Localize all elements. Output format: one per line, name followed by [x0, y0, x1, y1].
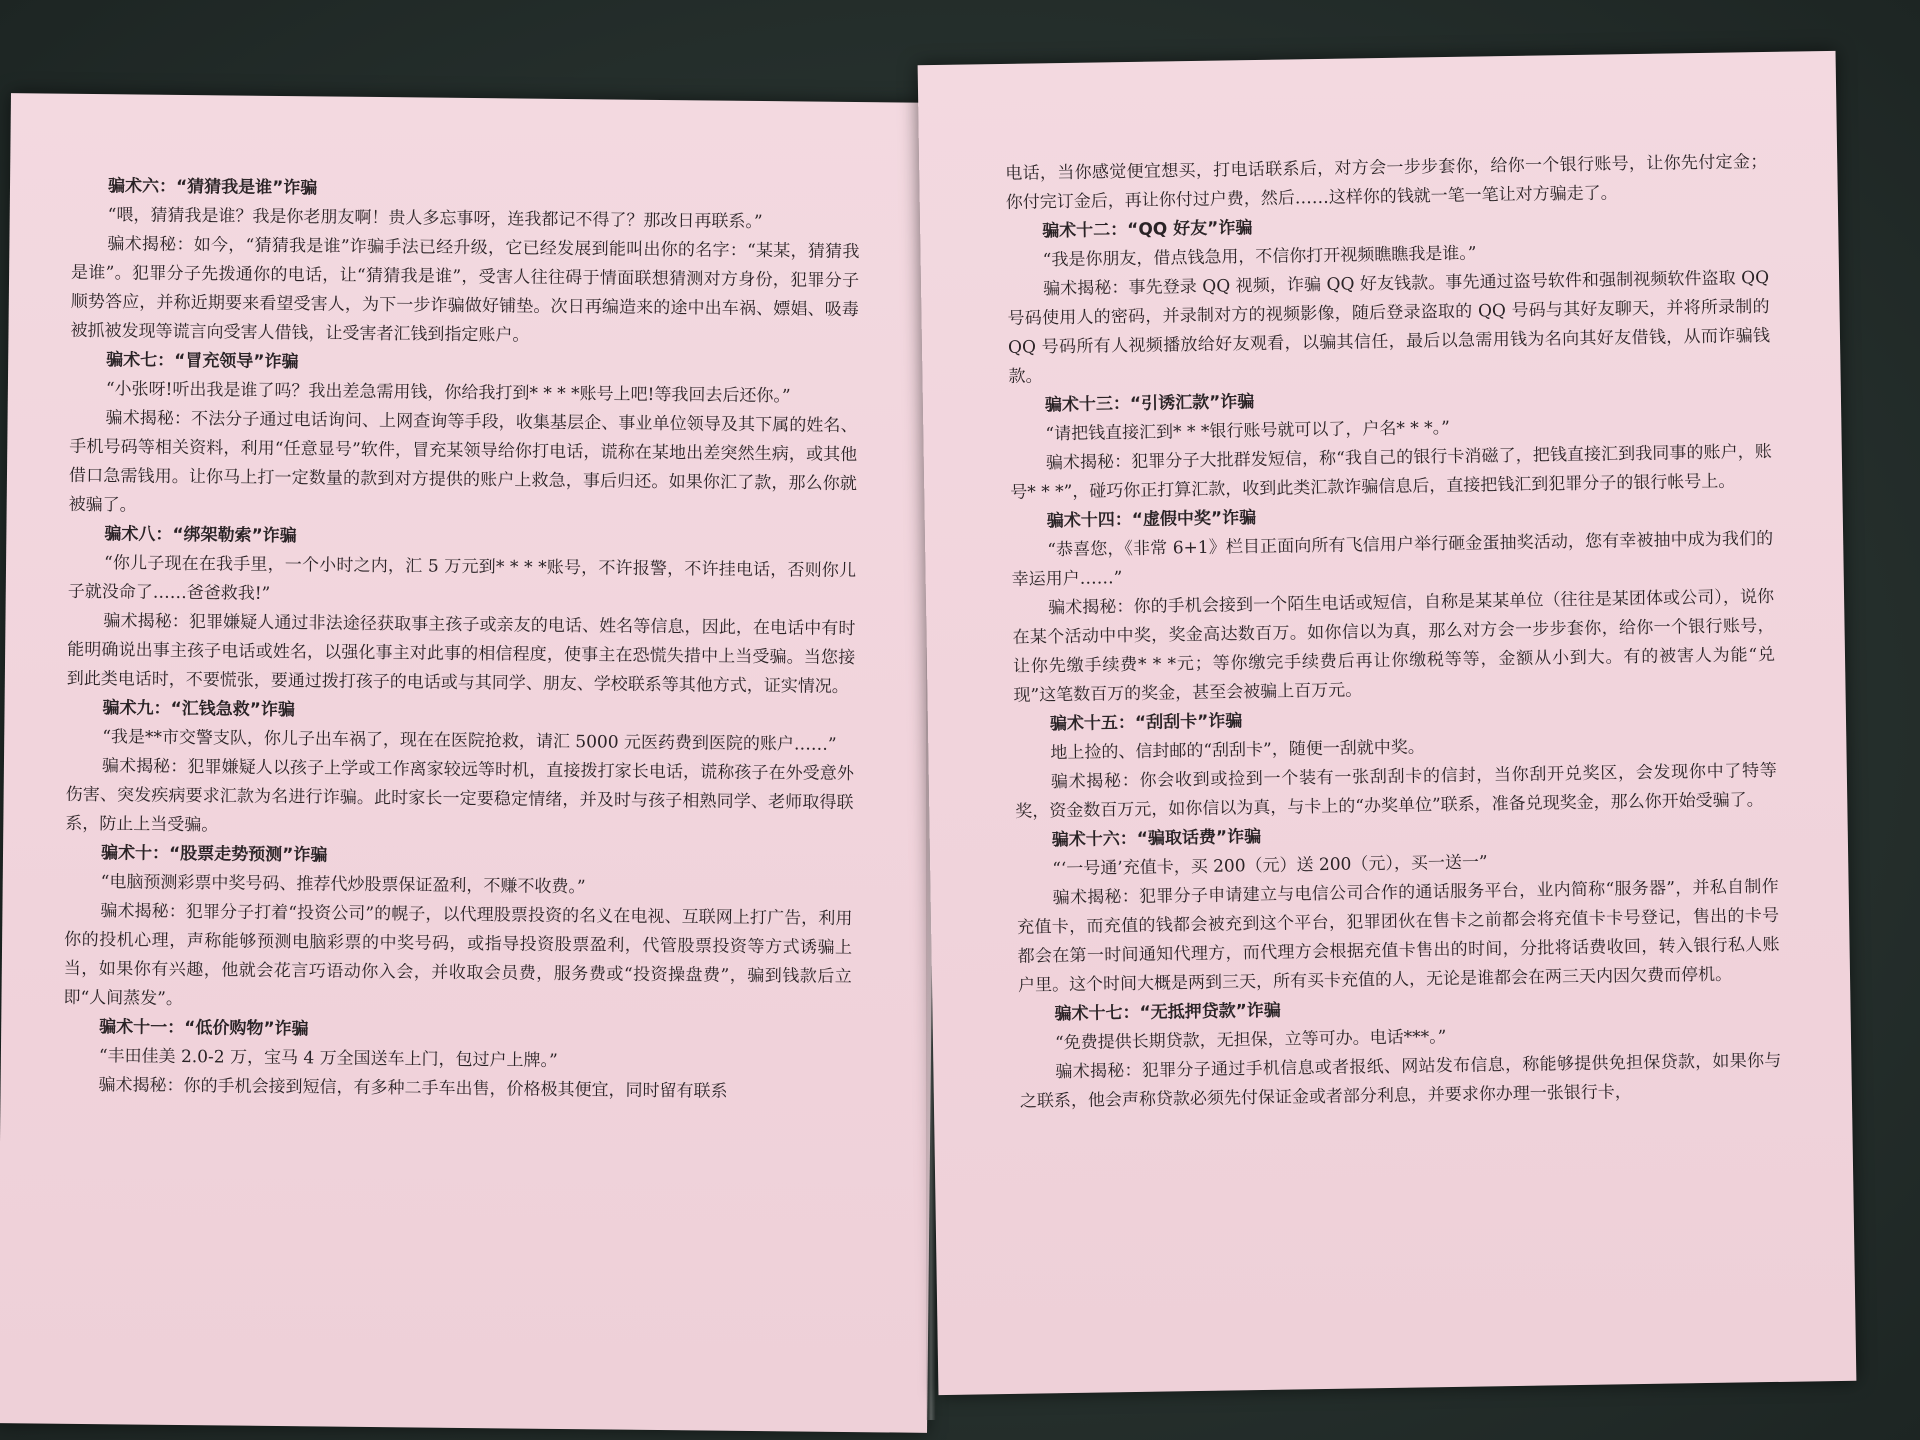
body-paragraph: 骗术揭秘：犯罪分子大批群发短信，称“我自己的银行卡消磁了，把钱直接汇到我同事的账户，账号* * *”，碰巧你正打算汇款，收到此类汇款诈骗信息后，直接把钱汇到犯罪分子的银行帐号上。 — [1010, 441, 1772, 503]
scam-section — [69, 346, 859, 528]
section-heading: 骗术十七：“无抵押贷款”诈骗 — [1054, 1000, 1282, 1025]
body-paragraph: 骗术揭秘：不法分子通过电话询问、上网查询等手段，收集基层企、事业单位领导及其下属的姓名、手机号码等相关资料，利用“任意显号”软件，冒充某领导给你打电话，谎称在某地出差突然生病，或其他借口急需钱用。让你马上打一定数量的款到对方提供的账户上救急，事后归还。如果你汇了款，那么你就被骗了。 — [68, 408, 858, 516]
body-paragraph: 骗术揭秘：你的手机会接到短信，有多种二手车出售，价格极其便宜，同时留有联系 — [98, 1075, 728, 1102]
scam-section — [1011, 496, 1776, 711]
body-paragraph: “我是**市交警支队，你儿子出车祸了，现在在医院抢救，请汇 5000 元医药费到医院的账户……” — [102, 727, 837, 755]
scam-section — [70, 172, 860, 354]
scam-section — [1009, 380, 1773, 508]
body-paragraph: “电脑预测彩票中奖号码、推荐代炒股票保证盈利，不赚不收费。” — [100, 872, 586, 898]
body-paragraph: 骗术揭秘：犯罪嫌疑人通过非法途径获取事主孩子或亲友的电话、姓名等信息，因此，在电话中有时能明确说出事主孩子电话或姓名，以强化事主对此事的相信程度，使事主在恐慌失措中上当受骗。当您接到此类电话时，不要慌张，要通过拨打孩子的电话或与其同学、朋友、学校联系等其他方式，证实情况。 — [66, 611, 856, 697]
body-paragraph: “小张呀!听出我是谁了吗？我出差急需用钱，你给我打到* * * *账号上吧!等我回去后还你。” — [105, 379, 791, 407]
section-heading: 骗术十四：“虚假中奖”诈骗 — [1046, 508, 1257, 532]
body-paragraph: 骗术揭秘：你的手机会接到一个陌生电话或短信，自称是某某单位（往往是某团体或公司），说你在某个活动中中奖，奖金高达数百万。如你信以为真，那么对方会一步步套你，给你一个银行账号，让你先缴手续费* * *元；等你缴完手续费后再让你缴税等等，金额从小到大。有的被害人为能“兑现”这笔数百万的奖金，甚至会被骗上百万元。 — [1012, 586, 1776, 706]
body-paragraph: 骗术揭秘：事先登录 QQ 视频，诈骗 QQ 好友钱款。事先通过盗号软件和强制视频软件盗取 QQ 号码使用人的密码，并录制对方的视频影像，随后登录盗取的 QQ 号码与其好友聊天，并将所录制的 QQ 号码所有人视频播放给好友观看，以骗其信任，最后以急需用钱为名向其好友借钱，从而诈骗钱款。 — [1007, 267, 1771, 387]
section-heading: 骗术十：“股票走势预测”诈骗 — [100, 843, 328, 866]
section-heading: 骗术十三：“引诱汇款”诈骗 — [1044, 392, 1255, 416]
right-page — [918, 51, 1857, 1395]
body-paragraph: “‘一号通’充值卡，买 200（元）送 200（元），买一送一” — [1052, 852, 1488, 880]
body-paragraph: 地上捡的、信封邮的“刮刮卡”，随便一刮就中奖。 — [1050, 737, 1425, 764]
body-paragraph: “请把钱直接汇到* * *银行账号就可以了，户名* * *。” — [1045, 417, 1451, 445]
section-heading: 骗术十一：“低价购物”诈骗 — [99, 1017, 309, 1040]
body-paragraph: 骗术揭秘：如今，“猜猜我是谁”诈骗手法已经升级，它已经发展到能叫出你的名字：“某某，猜猜我是谁”。犯罪分子先拨通你的电话，让“猜猜我是谁”，受害人往往碍于情面联想猜测对方身份，犯罪分子顺势答应，并称近期要来看望受害人，为下一步诈骗做好铺垫。次日再编造来的途中出车祸、嫖娼、吸毒被抓被发现等谎言向受害人借钱，让受害者汇钱到指定账户。 — [70, 234, 860, 346]
section-heading: 骗术七：“冒充领导”诈骗 — [106, 350, 299, 373]
scam-section — [67, 520, 857, 702]
scam-section — [1006, 206, 1771, 392]
section-heading: 骗术十二：“QQ 好友”诈骗 — [1042, 218, 1253, 242]
body-paragraph: 骗术揭秘：犯罪分子打着“投资公司”的幌子，以代理股票投资的名义在电视、互联网上打广告，利用你的投机心理，声称能够预测电脑彩票的中奖号码，或指导投资股票盈利，代管股票投资等方式诱骗上当，如果你有兴趣，他就会花言巧语动你入会，并收取会员费，服务费或“投资操盘费”，骗到钱款后立即“人间蒸发”。 — [63, 901, 853, 1010]
body-paragraph: “免费提供长期贷款，无担保，立等可办。电话***。” — [1054, 1027, 1447, 1054]
section-heading: 骗术十五：“刮刮卡”诈骗 — [1049, 711, 1243, 735]
body-paragraph: 骗术揭秘：犯罪分子通过手机信息或者报纸、网站发布信息，称能够提供免担保贷款，如果你与之联系，他会声称贷款必须先付保证金或者部分利息，并要求你办理一张银行卡， — [1019, 1050, 1782, 1112]
body-paragraph: 骗术揭秘：犯罪分子申请建立与电信公司合作的通话服务平台，业内简称“服务器”，并私自制作充值卡，而充值的钱都会被充到这个平台，犯罪团伙在售卡之前都会将充值卡卡号登记，售出的卡号都会在第一时间通知代理方，而代理方会根据充值卡售出的时间，分批将话费收回，转入银行私人账户里。这个时间大概是两到三天，所有买卡充值的人，无论是谁都会在两三天内因欠费而停机。 — [1017, 876, 1780, 996]
section-heading: 骗术八：“绑架勒索”诈骗 — [104, 524, 297, 547]
scam-section — [63, 839, 853, 1021]
scam-section — [65, 694, 854, 847]
body-paragraph: “恭喜您，《非常 6+1》栏目正面向所有飞信用户举行砸金蛋抽奖活动，您有幸被抽中成为我们的幸运用户……” — [1011, 528, 1774, 590]
scam-section — [62, 1013, 851, 1108]
section-heading: 骗术六：“猜猜我是谁”诈骗 — [107, 176, 318, 199]
body-paragraph: “喂，猜猜我是谁？我是你老朋友啊！贵人多忘事呀，连我都记不得了？那改日再联系。” — [107, 205, 763, 233]
scam-section — [1016, 815, 1781, 1001]
left-page — [0, 93, 941, 1433]
body-paragraph: “我是你朋友，借点钱急用，不信你打开视频瞧瞧我是谁。” — [1042, 243, 1477, 271]
body-paragraph: 骗术揭秘：犯罪嫌疑人以孩子上学或工作离家较远等时机，直接拨打家长电话，谎称孩子在外受意外伤害、突发疾病要求汇款为名进行诈骗。此时家长一定要稳定情绪，并及时与孩子相熟同学、老师取得联系，防止上当受骗。 — [65, 756, 855, 836]
body-paragraph: “你儿子现在在我手里，一个小时之内，汇 5 万元到* * * *账号，不许报警，不许挂电话，否则你儿子就没命了……爸爸救我!” — [67, 553, 857, 604]
section-heading: 骗术十六：“骗取话费”诈骗 — [1051, 826, 1262, 851]
body-paragraph: 电话，当你感觉便宜想买，打电话联系后，对方会一步步套你，给你一个银行账号，让你先付定金；你付完订金后，再让你付过户费，然后……这样你的钱就一笔一笔让对方骗走了。 — [1005, 151, 1768, 213]
scam-section — [1014, 699, 1778, 827]
body-paragraph: 骗术揭秘：你会收到或捡到一个装有一张刮刮卡的信封，当你刮开兑奖区，会发现你中了特等奖，资金数百万元，如你信以为真，与卡上的“办奖单位”联系，准备兑现奖金，那么你开始受骗了。 — [1015, 760, 1777, 822]
section-heading: 骗术九：“汇钱急救”诈骗 — [102, 698, 296, 721]
body-paragraph: “丰田佳美 2.0-2 万，宝马 4 万全国送车上门，包过户上牌。” — [98, 1046, 558, 1071]
scam-section — [1018, 989, 1782, 1117]
